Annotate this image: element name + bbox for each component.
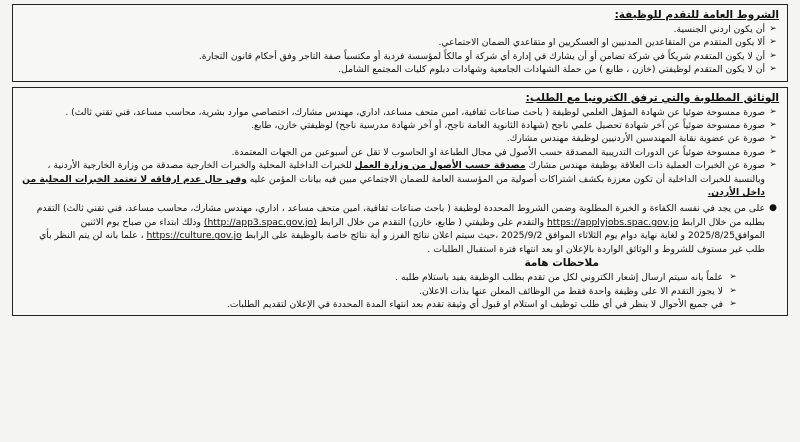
general-conditions-box (12, 4, 788, 82)
document-item: ➢ صورة ممسوحة ضوئيا عن شهادة المؤهل العلمي لوظيفة ( باحث صناعات ثقافية، امين متحف مساعد، اداري، مهندس مشارك، اختصاصي موارد بشرية، محاسب مساعد، فني تقني ثالث) . (21, 106, 779, 119)
check-arrow-icon: ➢ (769, 24, 777, 34)
general-conditions-heading: الشروط العامة للتقدم للوظيفة: (614, 9, 779, 21)
note-item: ➢ لا يجوز التقدم الا على وظيفة واحدة فقط من الوظائف المعلن عنها بذات الاعلان. (21, 285, 739, 298)
applyjobs-link[interactable]: https://applyjobs.spac.gov.jo (547, 216, 679, 228)
ministry-of-labor-note: مصدقة حسب الأصول من وزارة العمل (354, 160, 526, 172)
check-arrow-icon: ➢ (769, 64, 777, 75)
check-arrow-icon: ➢ (769, 37, 777, 48)
required-documents-box (12, 87, 788, 317)
general-condition-item: ➢ أن لا يكون المتقدم لوظيفتي (خازن ، طابع ) من حملة الشهادات الجامعية وشهادات دبلوم كليات المجتمع الشامل. (21, 63, 779, 76)
important-notes-list (21, 271, 779, 311)
application-instructions: ● على من يجد في نفسه الكفاءة و الخبرة المطلوبة وضمن الشروط المحددة لوظيفة ( باحث صناعات ثقافية، امين متحف مساعد ، اداري، مهندس مشارك، محاسب مساعد، فني تقني ثالث) التقدم بطلبه من خلال الرابط https://applyjobs.spac.gov.jo والتقدم على وظيفتي ( طابع، خازن) التقدم من خلال الرابط (http://app3.spac.gov.jo) وذلك ابتداء من صباح يوم الاثنين الموافق2025/8/25 و لغاية نهاية دوام يوم الثلاثاء الموافق 2025/9/2 ،حيث سيتم اعلان نتائج الفرز و أية نتائج خاصة بالوظيفة على الرابط https://culture.gov.jo ، علما بانه لن يتم النظر بأي طلب غير مستوف للشروط و الوثائق الواردة بالإعلان او بعد انتهاء فترة استقبال الطلبات . (21, 202, 779, 256)
check-arrow-icon: ➢ (769, 50, 777, 61)
experience-document-item: ➢ صورة عن الخبرات العملية ذات العلاقة بوظيفة مهندس مشارك مصدقة حسب الأصول من وزارة العمل للخبرات الداخلية المحلية والخبرات الخارجية مصدقة من وزارة الخارجية الأردنية ، وبالنسبة للخبرات الداخلية أن تكون معززة بكشف اشتراكات أصولية من المؤسسة العامة للضمان الاجتماعي مبين فيه بيانات المؤمن عليه وفي حال عدم ارفاقه لا تعتمد الخبرات المحلية من داخل الأردن. (21, 159, 779, 199)
bullet-dot-icon: ● (769, 203, 777, 214)
general-condition-item: ➢ ألا يكون المتقدم من المتقاعدين المدنيين او العسكريين او متقاعدي الضمان الاجتماعي. (21, 36, 779, 49)
general-condition-item: ➢ أن يكون اردني الجنسية. (21, 23, 779, 36)
check-arrow-icon: ➢ (769, 106, 777, 117)
check-arrow-icon: ➢ (769, 133, 777, 144)
culture-link[interactable]: https://culture.gov.jo (146, 230, 242, 242)
required-documents-heading: الوثائق المطلوبة والتي ترفق الكترونيا مع الطلب: (525, 91, 779, 104)
check-arrow-icon: ➢ (729, 272, 737, 283)
important-notes-heading: ملاحظات هامة (524, 257, 599, 270)
check-arrow-icon: ➢ (769, 146, 777, 157)
check-arrow-icon: ➢ (769, 160, 777, 171)
check-arrow-icon: ➢ (729, 298, 737, 309)
document-item: ➢ صورة عن عضوية نقابة المهندسين الأردنيين لوظيفة مهندس مشارك. (21, 132, 779, 145)
note-item: ➢ علماً بانه سيتم ارسال إشعار الكتروني لكل من تقدم بطلب الوظيفة يفيد باستلام طلبه . (21, 271, 739, 284)
check-arrow-icon: ➢ (769, 120, 777, 131)
experience-warning: وفي حال عدم ارفاقه لا تعتمد الخبرات المحلية من داخل الأردن. (22, 173, 765, 199)
note-item: ➢ في جميع الأحوال لا ينظر في أي طلب توظيف او استلام او قبول أي وثيقة تقدم بعد انتهاء المدة المحددة في الإعلان لتقديم الطلبات. (21, 298, 739, 311)
general-condition-item: ➢ أن لا يكون المتقدم شريكاً في شركة تضامن أو أن يشارك في إدارة أي شركة أو مالكاً لمؤسسة فردية أو مكتسباً صفة التاجر وفق أحكام قانون التجارة. (21, 50, 779, 63)
check-arrow-icon: ➢ (729, 285, 737, 296)
document-item: ➢ صورة ممسوحة ضوئياً عن الدورات التدريبية المصدقة حسب الأصول في مجال الطباعة او الحاسوب لا تقل عن أسبوعين من الجهات المعتمدة. (21, 146, 779, 159)
document-item: ➢ صورة ممسوحة ضوئياً عن آخر شهادة تحصيل علمي ناجح (شهادة الثانوية العامة ناجح، أو آخر شهادة مدرسية ناجح) لوظيفتي خازن، طابع. (21, 119, 779, 132)
app3-link[interactable]: (http://app3.spac.gov.jo) (203, 216, 317, 228)
